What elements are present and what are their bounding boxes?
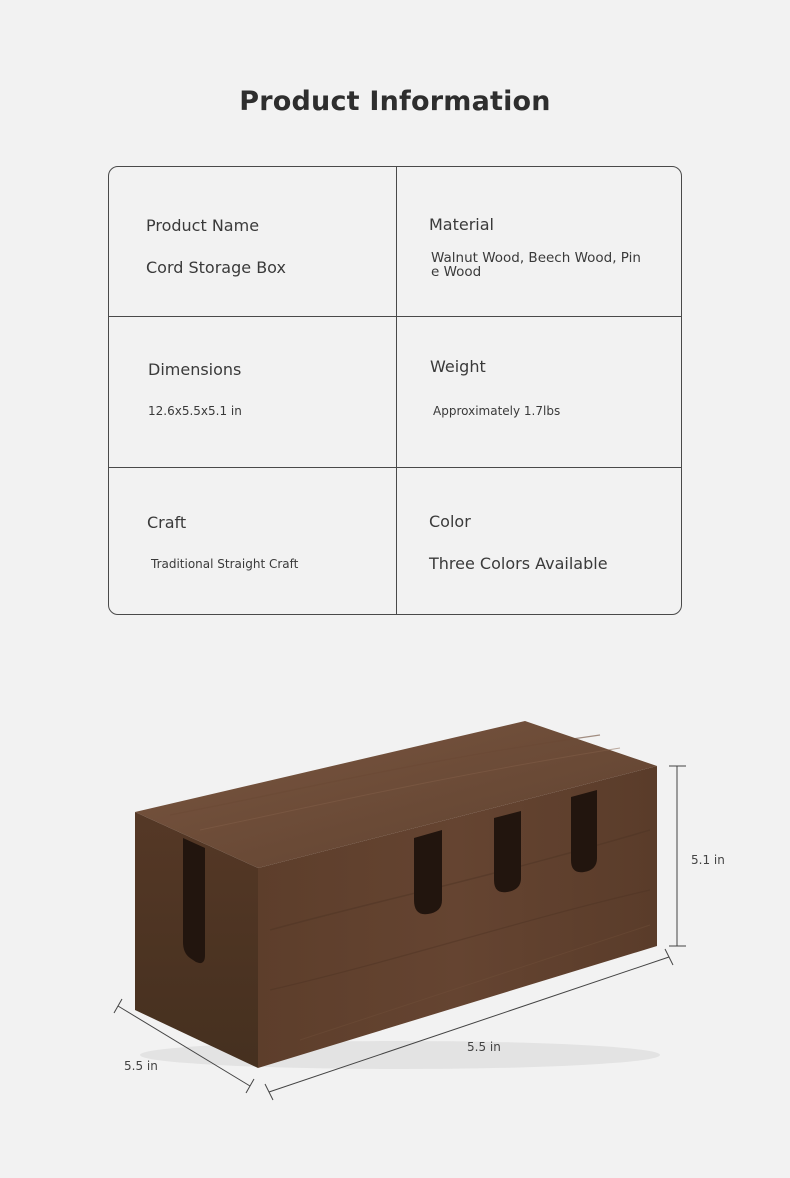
spec-value-weight: Approximately 1.7lbs (433, 404, 561, 418)
box-slot-1 (414, 830, 442, 914)
spec-label-dimensions: Dimensions (148, 360, 242, 379)
dimension-depth-label: 5.5 in (124, 1059, 158, 1073)
box-side-slot (183, 838, 205, 963)
spec-label-weight: Weight (430, 357, 486, 376)
spec-value-product-name: Cord Storage Box (146, 258, 286, 277)
box-slot-3 (571, 790, 597, 872)
spec-value-color: Three Colors Available (429, 554, 608, 573)
spec-label-material: Material (429, 215, 494, 234)
product-photo (0, 640, 790, 1178)
page-title: Product Information (239, 86, 551, 117)
spec-value-craft: Traditional Straight Craft (151, 557, 299, 571)
table-divider-vertical (396, 167, 397, 614)
spec-value-dimensions: 12.6x5.5x5.1 in (148, 404, 242, 418)
spec-value-material: Walnut Wood, Beech Wood, Pine Wood (431, 250, 641, 280)
spec-label-craft: Craft (147, 513, 187, 532)
spec-label-product-name: Product Name (146, 216, 260, 235)
table-divider-row-2 (109, 467, 681, 468)
dimension-length-label: 5.5 in (467, 1040, 501, 1054)
product-info-table (108, 166, 682, 615)
spec-label-color: Color (429, 512, 471, 531)
table-divider-row-1 (109, 316, 681, 317)
box-slot-2 (494, 811, 521, 892)
dimension-height-label: 5.1 in (691, 853, 725, 867)
